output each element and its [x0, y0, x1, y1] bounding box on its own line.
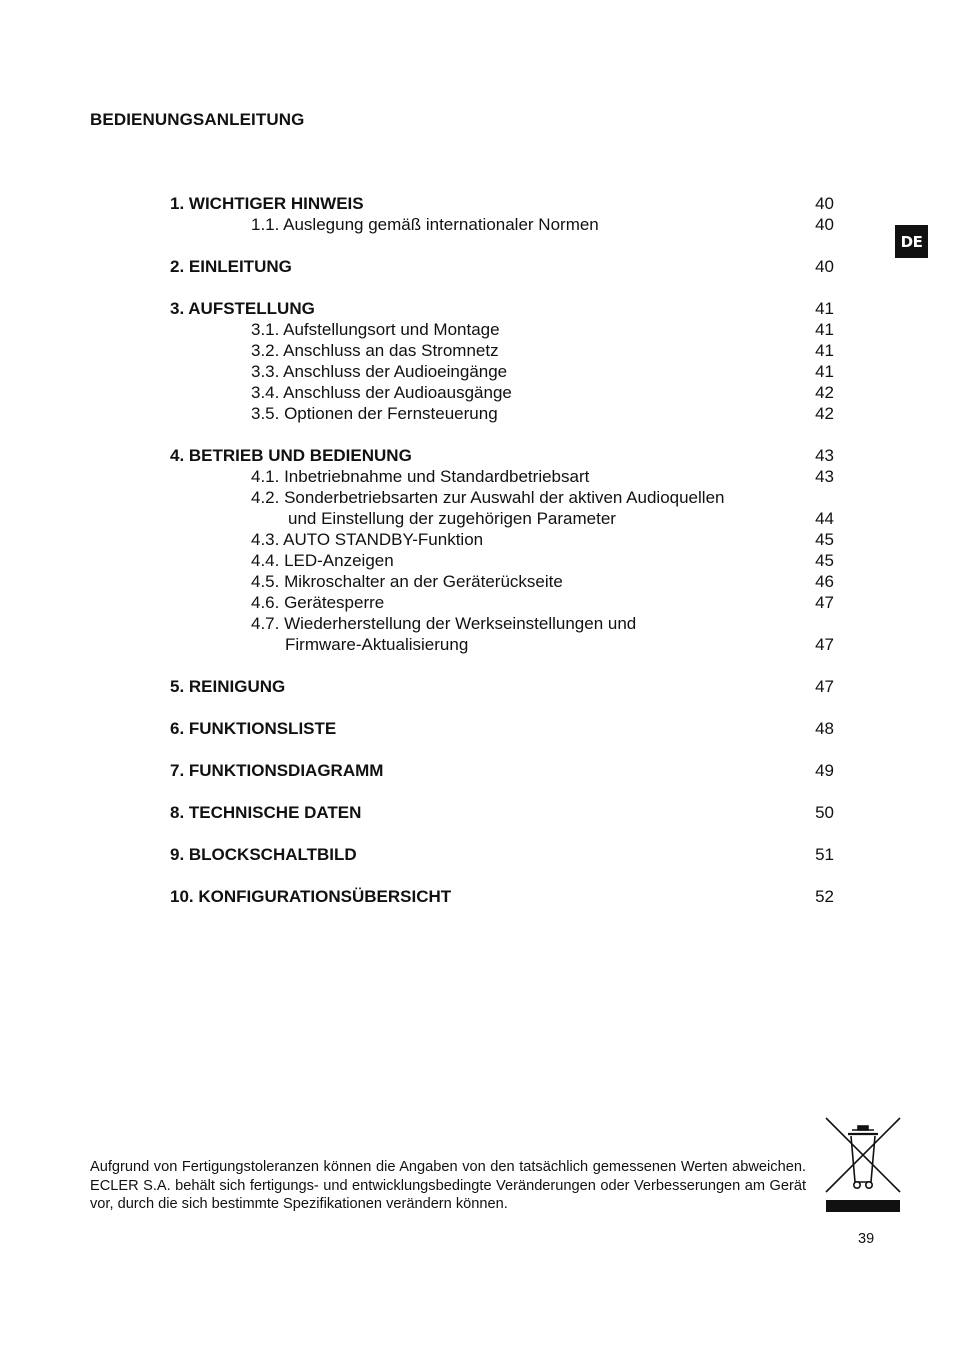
toc-entry-label: 5. REINIGUNG: [170, 677, 286, 696]
toc-page-number: 47: [815, 677, 834, 696]
toc-subsection: [170, 613, 834, 634]
toc-section: [170, 760, 834, 781]
toc-subsection: [170, 319, 834, 340]
toc-entry-label: 1.1. Auslegung gemäß internationaler Normen: [251, 215, 599, 234]
toc-subsection: [170, 340, 834, 361]
toc-entry-label: Firmware-Aktualisierung: [285, 635, 469, 654]
toc-page-number: 50: [815, 803, 834, 822]
toc-entry-label: 4.4. LED-Anzeigen: [251, 551, 394, 570]
toc-entry-label: 4.6. Gerätesperre: [251, 593, 385, 612]
toc-section: [170, 802, 834, 823]
toc-subsection: [170, 214, 834, 235]
toc-page-number: 42: [815, 383, 834, 402]
toc-page-number: 47: [815, 593, 834, 612]
toc-section: [170, 445, 834, 466]
toc-page-number: 46: [815, 572, 834, 591]
toc-section: [170, 886, 834, 907]
toc-page-number: 40: [815, 215, 834, 234]
toc-entry-label: 6. FUNKTIONSLISTE: [170, 719, 337, 738]
toc-page-number: 41: [815, 299, 834, 318]
toc-entry-label: 3.5. Optionen der Fernsteuerung: [251, 404, 498, 423]
toc-subsection: [170, 487, 834, 508]
toc-subsection: [170, 592, 834, 613]
toc-section: [170, 193, 834, 214]
toc-entry-label: 4.7. Wiederherstellung der Werkseinstellungen und: [251, 614, 637, 633]
toc-subsection: [170, 361, 834, 382]
toc-page-number: 43: [815, 446, 834, 465]
toc-subsection: [170, 403, 834, 424]
toc-subsection: [170, 466, 834, 487]
language-badge: DE: [895, 225, 928, 258]
toc-entry-label: 4.2. Sonderbetriebsarten zur Auswahl der aktiven Audioquellen: [251, 488, 725, 507]
toc-page-number: 51: [815, 845, 834, 864]
toc-entry-label: 3.3. Anschluss der Audioeingänge: [251, 362, 508, 381]
toc-subsection: [170, 571, 834, 592]
toc-entry-label: 8. TECHNISCHE DATEN: [170, 803, 362, 822]
toc-subsection: [170, 550, 834, 571]
toc-entry-label: 10. KONFIGURATIONSÜBERSICHT: [170, 887, 452, 906]
toc-page-number: 49: [815, 761, 834, 780]
toc-page-number: 52: [815, 887, 834, 906]
toc-entry-label: 4.3. AUTO STANDBY-Funktion: [251, 530, 484, 549]
toc-subsection: [170, 508, 834, 529]
toc-entry-label: und Einstellung der zugehörigen Parameter: [288, 509, 616, 528]
toc-entry-label: 3.4. Anschluss der Audioausgänge: [251, 383, 512, 402]
table-of-contents: [170, 193, 834, 907]
toc-page-number: 42: [815, 404, 834, 423]
footer-disclaimer: Aufgrund von Fertigungstoleranzen können die Angaben von den tatsächlich gemessenen Werten abweichen. ECLER S.A. behält sich fertigungs- und entwicklungsbedingte Veränderungen oder Verbesserungen am Gerät vor, durch die sich bestimmte Spezifikationen verändern können.: [90, 1159, 806, 1212]
toc-entry-label: 2. EINLEITUNG: [170, 257, 292, 276]
toc-section: [170, 676, 834, 697]
weee-crossed-bin-icon: [824, 1116, 902, 1214]
toc-entry-label: 4.5. Mikroschalter an der Geräterückseite: [251, 572, 563, 591]
toc-page-number: 40: [815, 257, 834, 276]
toc-entry-label: 3. AUFSTELLUNG: [170, 299, 315, 318]
toc-page-number: 48: [815, 719, 834, 738]
toc-page-number: 41: [815, 341, 834, 360]
toc-entry-label: 3.1. Aufstellungsort und Montage: [251, 320, 500, 339]
toc-page-number: 45: [815, 551, 834, 570]
toc-entry-label: 7. FUNKTIONSDIAGRAMM: [170, 761, 384, 780]
toc-entry-label: 4. BETRIEB UND BEDIENUNG: [170, 446, 412, 465]
toc-section: [170, 844, 834, 865]
toc-page-number: 40: [815, 194, 834, 213]
toc-page-number: 41: [815, 320, 834, 339]
toc-subsection: [170, 382, 834, 403]
toc-entry-label: 1. WICHTIGER HINWEIS: [170, 194, 364, 213]
toc-page-number: 45: [815, 530, 834, 549]
toc-subsection: [170, 634, 834, 655]
toc-section: [170, 718, 834, 739]
toc-page-number: 47: [815, 635, 834, 654]
toc-entry-label: 3.2. Anschluss an das Stromnetz: [251, 341, 499, 360]
page-number: 39: [858, 1231, 875, 1247]
toc-page-number: 41: [815, 362, 834, 381]
toc-subsection: [170, 529, 834, 550]
toc-page-number: 43: [815, 467, 834, 486]
toc-section: [170, 298, 834, 319]
document-title: BEDIENUNGSANLEITUNG: [90, 110, 305, 129]
toc-section: [170, 256, 834, 277]
toc-entry-label: 9. BLOCKSCHALTBILD: [170, 845, 357, 864]
toc-page-number: 44: [815, 509, 834, 528]
toc-entry-label: 4.1. Inbetriebnahme und Standardbetriebsart: [251, 467, 590, 486]
